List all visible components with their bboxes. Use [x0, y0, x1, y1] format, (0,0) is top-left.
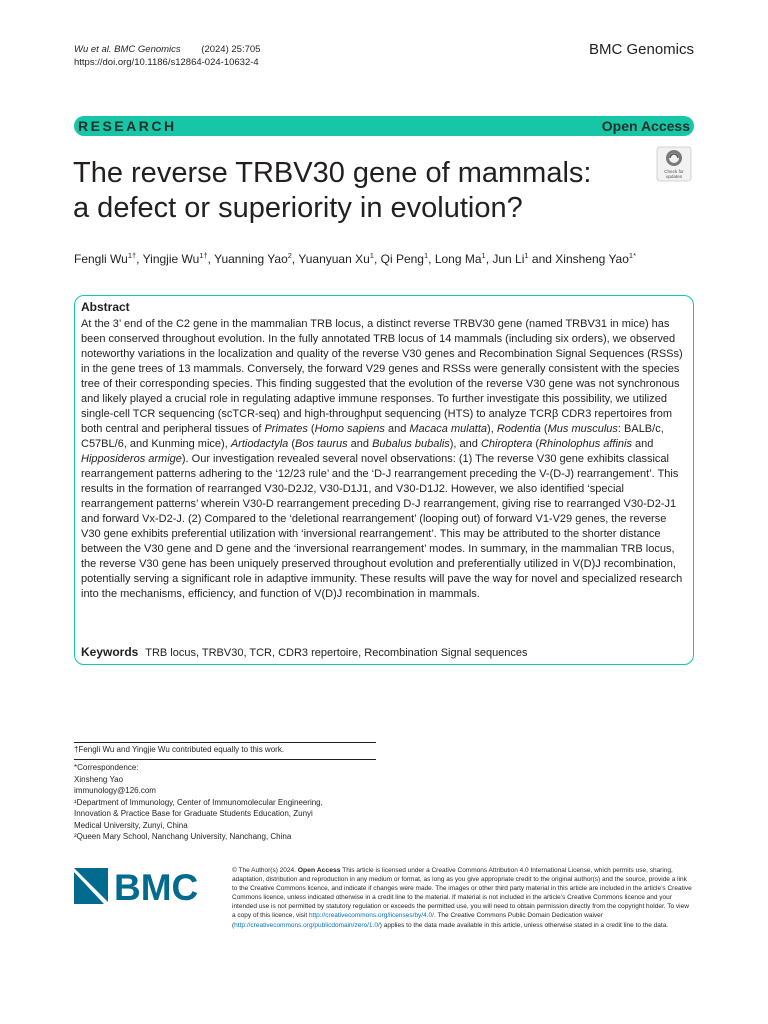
- citation-authors: Wu et al.: [74, 44, 112, 55]
- title-line-1: The reverse TRBV30 gene of mammals:: [73, 157, 592, 189]
- keywords-text: TRB locus, TRBV30, TCR, CDR3 repertoire, Recombination Signal sequences: [145, 647, 528, 659]
- bmc-logo-icon: [74, 866, 214, 906]
- correspondence-block: [74, 762, 374, 843]
- bmc-logo-text: BMC: [114, 867, 199, 906]
- author[interactable]: Yingjie $Wu^{1\dagger}$: [142, 251, 208, 266]
- citation-year-volume: (2024) 25:705: [201, 44, 261, 55]
- affiliation-1-cont: Medical University, Zunyi, China: [74, 820, 188, 830]
- abstract-heading: Abstract: [81, 300, 130, 314]
- citation-header: [74, 43, 260, 69]
- public-domain-link[interactable]: http://creativecommons.org/publicdomain/zero/1.0/: [234, 921, 380, 929]
- open-access-label: Open Access: [601, 118, 690, 134]
- article-title: [73, 156, 633, 226]
- doi-link[interactable]: https://doi.org/10.1186/s12864-024-10632-4: [74, 57, 259, 68]
- check-updates-line-2: updates: [665, 174, 683, 179]
- abstract-text: At the 3’ end of the C2 gene in the mammalian TRB locus, a distinct reverse TRBV30 gene (named TRBV31 in mice) has been conserved throughout evolution. In the fully annotated TRB locus of 14 mammals (including six orders), we observed noteworthy variations in the localization and quality of the reverse V30 genes and Recombination Signal Sequences (RSSs) in the gene trees of 13 mammals. Conversely, the forward V29 genes and RSSs were generally consistent with the species tree of their corresponding species. This finding suggested that the evolution of the reverse V30 gene was not synchronous and likely played a crucial role in regulating adaptive immune responses. To further investigate this possibility, we utilized single-cell TCR sequencing (scTCR-seq) and high-throughput sequencing (HTS) to analyze TCRβ CDR3 repertoires from both central and peripheral tissues of Primates (Homo sapiens and Macaca mulatta), Rodentia (Mus musculus: BALB/c, C57BL/6, and Kunming mice), Artiodactyla (Bos taurus and Bubalus bubalis), and Chiroptera (Rhinolophus affinis and Hipposideros armige). Our investigation revealed several novel observations: (1) The reverse V30 gene exhibits classical rearrangement patterns adhering to the ‘12/23 rule’ and the ‘D-J rearrangement preceding the V-(D-J) rearrangement’. This results in the formation of rearranged V30-D2J2, V30-D1J1, and V30-D1J2. However, we also identified ‘special rearrangement patterns’ wherein V30-D rearrangement preceding D-J rearrangement, giving rise to rearranged V30-D2-J1 and forward Vx-D2-J. (2) Compared to the ‘deletional rearrangement’ (looping out) of forward V1-V29 genes, the reverse V30 gene exhibits preferential utilization with ‘inversional rearrangement’. This may be attributed to the shorter distance between the V30 gene and D gene and the ‘inversional rearrangement’ modes. In summary, in the mammalian TRB locus, the reverse V30 gene has been uniquely preserved throughout evolution and preferentially utilized in V(D)J recombination, potentially serving a significant role in adaptive immunity. These results will pave the way for novel and specialized research into the mechanisms, efficiency, and function of V(D)J recombination in mammals.: [81, 318, 683, 600]
- correspondence-email[interactable]: immunology@126.com: [74, 786, 156, 795]
- correspondence-label: *Correspondence:: [74, 763, 139, 772]
- equal-contribution-note: †Fengli Wu and Yingjie Wu contributed equally to this work.: [74, 745, 285, 754]
- article-type-label: RESEARCH: [78, 118, 177, 134]
- bmc-logo: [74, 866, 214, 906]
- author[interactable]: Xinsheng Yao$^{1*}$: [555, 251, 636, 266]
- footnote-divider: [74, 759, 376, 760]
- affiliation-2: ²Queen Mary School, Nanchang University, Nanchang, China: [74, 832, 292, 841]
- license-text: © The Author(s) 2024. Open Access This article is licensed under a Creative Commons Attribution 4.0 International License, which permits use, sharing, adaptation, distribution and reproduction in any medium or format, as long as you give appropriate credit to the original author(s) and the source, provide a link to the Creative Commons licence, and indicate if changes were made. The images or other third party material in this article are included in the article’s Creative Commons licence, unless indicated otherwise in a credit line to the material. If material is not included in the article’s Creative Commons licence and your intended use is not permitted by statutory regulation or exceeds the permitted use, you will need to obtain permission directly from the copyright holder. To view a copy of this licence, visit http://creativecommons.org/licenses/by/4.0/. The Creative Commons Public Domain Dedication waiver (http://creativecommons.org/publicdomain/zero/1.0/) applies to the data made available in this article, unless otherwise stated in a credit line to the data.: [232, 867, 692, 929]
- author[interactable]: Qi Peng$^1$: [380, 251, 429, 266]
- author[interactable]: Yuanyuan Xu$^1$: [298, 251, 374, 266]
- footnote-divider: [74, 742, 376, 743]
- check-updates-line-1: Check for: [664, 169, 684, 174]
- author[interactable]: Long Ma$^1$: [434, 251, 486, 266]
- keywords: [81, 645, 687, 661]
- correspondence-name: Xinsheng Yao: [74, 774, 124, 784]
- author[interactable]: Jun Li$^1$: [492, 251, 529, 266]
- check-for-updates-icon: [656, 146, 692, 182]
- citation-journal: BMC Genomics: [114, 44, 181, 55]
- license-link[interactable]: http://creativecommons.org/licenses/by/4.0/: [308, 912, 434, 920]
- author[interactable]: Fengli $Wu^{1\dagger}$: [74, 251, 137, 266]
- journal-name: BMC Genomics: [588, 41, 694, 58]
- keywords-label: Keywords: [81, 645, 139, 659]
- title-line-2: a defect or superiority in evolution?: [73, 192, 523, 224]
- check-for-updates-button[interactable]: [656, 146, 692, 182]
- author[interactable]: Yuanning Yao$^2$: [214, 251, 292, 266]
- affiliation-1-cont: Innovation & Practice Base for Graduate Students Education, Zunyi: [74, 809, 313, 818]
- affiliation-1: ¹Department of Immunology, Center of Immunomolecular Engineering,: [74, 797, 323, 807]
- author-list: Fengli $Wu^{1\dagger}$, Yingjie $Wu^{1\dagger}$, Yuanning Yao$^2$, Yuanyuan Xu$^1$, Qi Peng$^1$, Long Ma$^1$, Jun Li$^1$ and Xinsheng Yao$^{1*}$: [74, 251, 636, 266]
